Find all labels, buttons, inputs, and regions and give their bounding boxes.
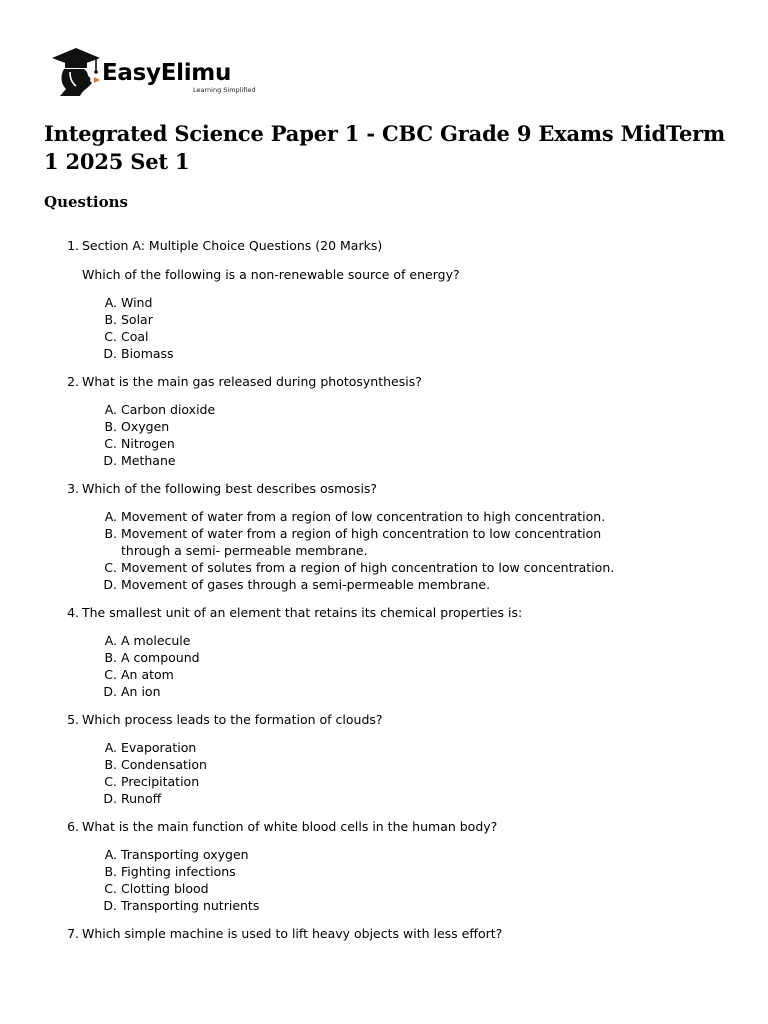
option-letter: D. <box>103 346 117 361</box>
option-letter: B. <box>104 312 117 327</box>
option-letter: B. <box>104 864 117 879</box>
option-letter: C. <box>104 774 117 789</box>
brand-name: EasyElimu <box>102 60 232 86</box>
answer-option <box>0 863 768 880</box>
question-prompt: Which of the following is a non-renewable source of energy? <box>82 267 460 282</box>
answer-option <box>0 790 768 807</box>
option-letter: A. <box>104 509 117 524</box>
option-letter: D. <box>103 684 117 699</box>
answer-option <box>0 773 768 790</box>
option-text: Evaporation <box>121 740 197 755</box>
option-text: Runoff <box>121 791 162 806</box>
question-item <box>0 373 768 469</box>
question-number: 3. <box>67 481 79 496</box>
option-letter: D. <box>103 453 117 468</box>
question-item <box>0 604 768 700</box>
answer-option <box>0 294 768 311</box>
option-text: Precipitation <box>121 774 200 789</box>
question-text: What is the main gas released during photosynthesis? <box>82 374 422 389</box>
option-letter: A. <box>104 633 117 648</box>
option-letter: D. <box>103 791 117 806</box>
option-letter: A. <box>104 740 117 755</box>
option-text: Wind <box>121 295 153 310</box>
option-letter: B. <box>104 526 117 541</box>
options-list <box>0 508 768 593</box>
answer-option <box>0 508 768 525</box>
option-letter: C. <box>104 329 117 344</box>
answer-option <box>0 846 768 863</box>
option-text: An ion <box>121 684 161 699</box>
question-text: Section A: Multiple Choice Questions (20 Marks) <box>82 238 383 253</box>
options-list <box>0 846 768 914</box>
option-letter: A. <box>104 295 117 310</box>
option-text: Movement of water from a region of low concentration to high concentration. <box>121 509 606 524</box>
option-text: Movement of gases through a semi-permeable membrane. <box>121 577 491 592</box>
answer-option <box>0 666 768 683</box>
option-text: Carbon dioxide <box>121 402 216 417</box>
question-number: 4. <box>67 605 79 620</box>
question-number: 7. <box>67 926 79 941</box>
answer-option <box>0 401 768 418</box>
options-list <box>0 632 768 700</box>
option-text: An atom <box>121 667 174 682</box>
answer-option <box>0 649 768 666</box>
question-item <box>0 925 768 942</box>
section-heading: Questions <box>44 193 128 211</box>
option-letter: B. <box>104 419 117 434</box>
option-letter: C. <box>104 436 117 451</box>
option-text: Condensation <box>121 757 207 772</box>
question-item <box>0 711 768 807</box>
option-letter: C. <box>104 560 117 575</box>
question-item <box>0 480 768 593</box>
option-text: Transporting nutrients <box>121 898 260 913</box>
option-letter: C. <box>104 667 117 682</box>
question-item <box>0 818 768 914</box>
answer-option <box>0 559 768 576</box>
option-text: Nitrogen <box>121 436 175 451</box>
option-text: Oxygen <box>121 419 170 434</box>
option-text: Movement of solutes from a region of high concentration to low concentration. <box>121 560 615 575</box>
options-list <box>0 401 768 469</box>
question-text: Which of the following best describes osmosis? <box>82 481 378 496</box>
option-letter: B. <box>104 757 117 772</box>
option-letter: A. <box>104 402 117 417</box>
answer-option <box>0 452 768 469</box>
option-text: Coal <box>121 329 149 344</box>
answer-option <box>0 632 768 649</box>
option-text: Fighting infections <box>121 864 236 879</box>
question-number: 1. <box>67 238 79 253</box>
answer-option <box>0 683 768 700</box>
option-text: Biomass <box>121 346 174 361</box>
question-number: 2. <box>67 374 79 389</box>
graduation-cap-icon <box>50 44 104 98</box>
options-list <box>0 294 768 362</box>
question-text: Which process leads to the formation of clouds? <box>82 712 383 727</box>
option-text: A molecule <box>121 633 191 648</box>
answer-option <box>0 345 768 362</box>
option-text: Clotting blood <box>121 881 209 896</box>
option-letter: A. <box>104 847 117 862</box>
question-item <box>0 237 768 362</box>
document-title: Integrated Science Paper 1 - CBC Grade 9 Exams MidTerm 1 2025 Set 1 <box>44 121 726 174</box>
option-text: Methane <box>121 453 176 468</box>
answer-option <box>0 880 768 897</box>
option-letter: C. <box>104 881 117 896</box>
options-list <box>0 739 768 807</box>
brand-tagline: Learning Simplified <box>193 86 256 94</box>
answer-option <box>0 328 768 345</box>
option-letter: D. <box>103 577 117 592</box>
option-letter: D. <box>103 898 117 913</box>
option-text: Solar <box>121 312 153 327</box>
brand-logo <box>50 44 256 100</box>
answer-option <box>0 897 768 914</box>
question-number: 5. <box>67 712 79 727</box>
option-letter: B. <box>104 650 117 665</box>
answer-option <box>0 739 768 756</box>
questions-list <box>0 237 768 953</box>
answer-option <box>0 418 768 435</box>
answer-option <box>0 756 768 773</box>
question-number: 6. <box>67 819 79 834</box>
question-text: The smallest unit of an element that retains its chemical properties is: <box>82 605 523 620</box>
answer-option <box>0 311 768 328</box>
answer-option <box>0 525 768 559</box>
question-text: Which simple machine is used to lift heavy objects with less effort? <box>82 926 503 941</box>
option-text: Movement of water from a region of high concentration to low concentration through a semi- permeable membrane. <box>121 526 602 558</box>
answer-option <box>0 435 768 452</box>
answer-option <box>0 576 768 593</box>
option-text: Transporting oxygen <box>121 847 249 862</box>
option-text: A compound <box>121 650 200 665</box>
question-text: What is the main function of white blood cells in the human body? <box>82 819 498 834</box>
